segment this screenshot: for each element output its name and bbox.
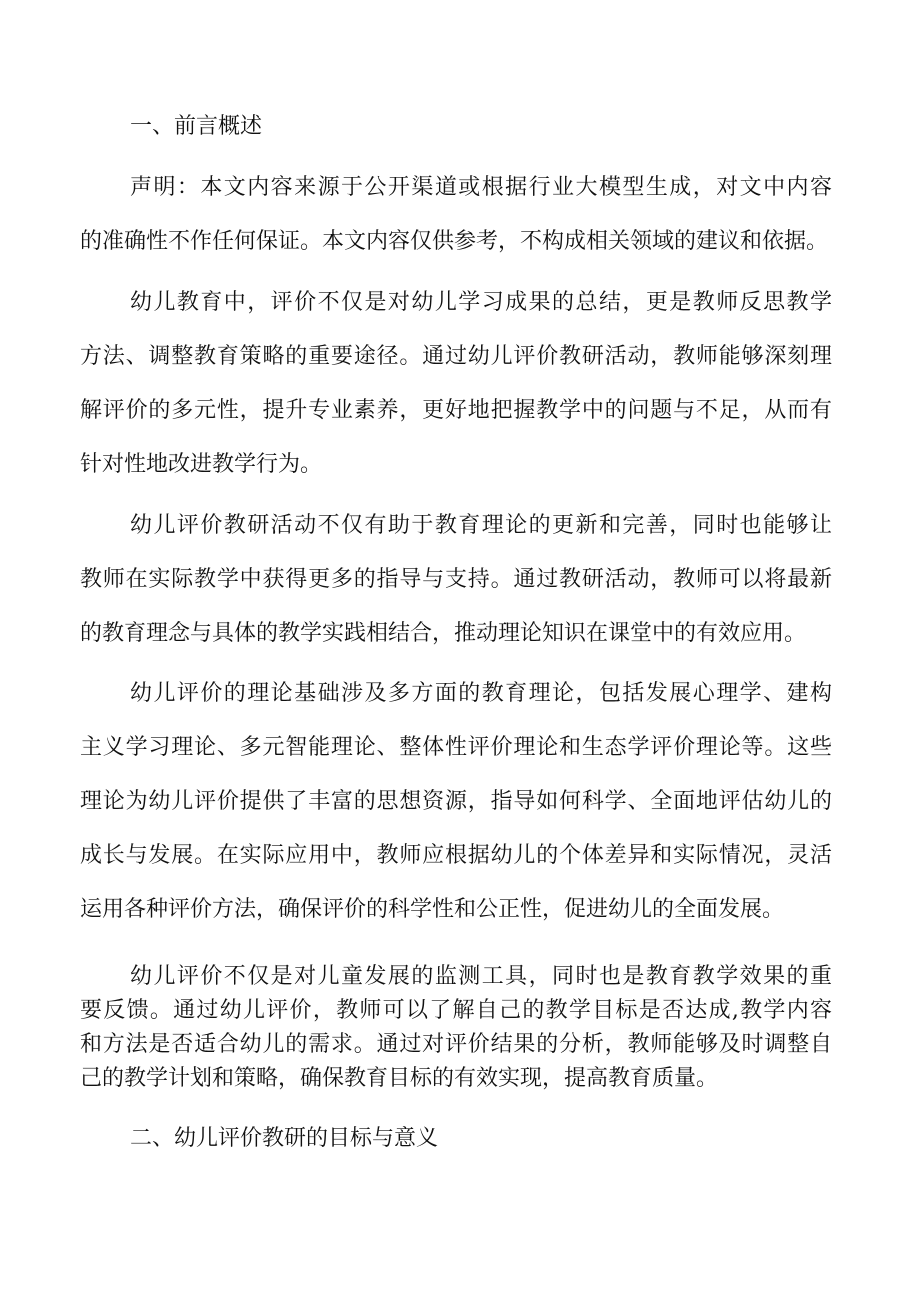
paragraph-line: 主义学习理论、多元智能理论、整体性评价理论和生态学评价理论等。这些: [80, 735, 832, 760]
paragraph-line: 要反馈。通过幼儿评价，教师可以了解自己的教学目标是否达成,教学内容: [80, 998, 832, 1023]
paragraph-line: 和方法是否适合幼儿的需求。通过对评价结果的分析，教师能够及时调整自: [80, 1032, 832, 1057]
disclaimer-paragraph: [80, 161, 832, 269]
body-paragraph-2: [80, 499, 832, 661]
body-paragraph-3: [80, 667, 832, 937]
paragraph-line: 声明：本文内容来源于公开渠道或根据行业大模型生成，对文中内容: [130, 175, 832, 200]
paragraph-line: 运用各种评价方法，确保评价的科学性和公正性，促进幼儿的全面发展。: [80, 897, 785, 922]
body-paragraph-1: [80, 276, 832, 492]
section-heading-1: 一、前言概述: [130, 114, 263, 139]
paragraph-line: 幼儿评价的理论基础涉及多方面的教育理论，包括发展心理学、建构: [130, 681, 832, 706]
paragraph-line: 幼儿教育中，评价不仅是对幼儿学习成果的总结，更是教师反思教学: [130, 290, 832, 315]
paragraph-line: 的准确性不作任何保证。本文内容仅供参考，不构成相关领域的建议和依据。: [80, 229, 829, 254]
paragraph-line: 的教育理念与具体的教学实践相结合，推动理论知识在课堂中的有效应用。: [80, 621, 807, 646]
paragraph-line: 己的教学计划和策略，确保教育目标的有效实现，提高教育质量。: [80, 1066, 719, 1091]
section-heading-2: 二、幼儿评价教研的目标与意义: [130, 1126, 439, 1151]
paragraph-line: 幼儿评价不仅是对儿童发展的监测工具，同时也是教育教学效果的重: [130, 964, 832, 989]
paragraph-line: 幼儿评价教研活动不仅有助于教育理论的更新和完善，同时也能够让: [130, 513, 832, 538]
paragraph-line: 解评价的多元性，提升专业素养，更好地把握教学中的问题与不足，从而有: [80, 398, 832, 423]
paragraph-line: 针对性地改进教学行为。: [80, 452, 323, 477]
body-paragraph-4: [80, 960, 832, 1096]
paragraph-line: 成长与发展。在实际应用中，教师应根据幼儿的个体差异和实际情况，灵活: [80, 843, 832, 868]
paragraph-line: 方法、调整教育策略的重要途径。通过幼儿评价教研活动，教师能够深刻理: [80, 344, 832, 369]
paragraph-line: 理论为幼儿评价提供了丰富的思想资源，指导如何科学、全面地评估幼儿的: [80, 789, 832, 814]
paragraph-line: 教师在实际教学中获得更多的指导与支持。通过教研活动，教师可以将最新: [80, 567, 832, 592]
